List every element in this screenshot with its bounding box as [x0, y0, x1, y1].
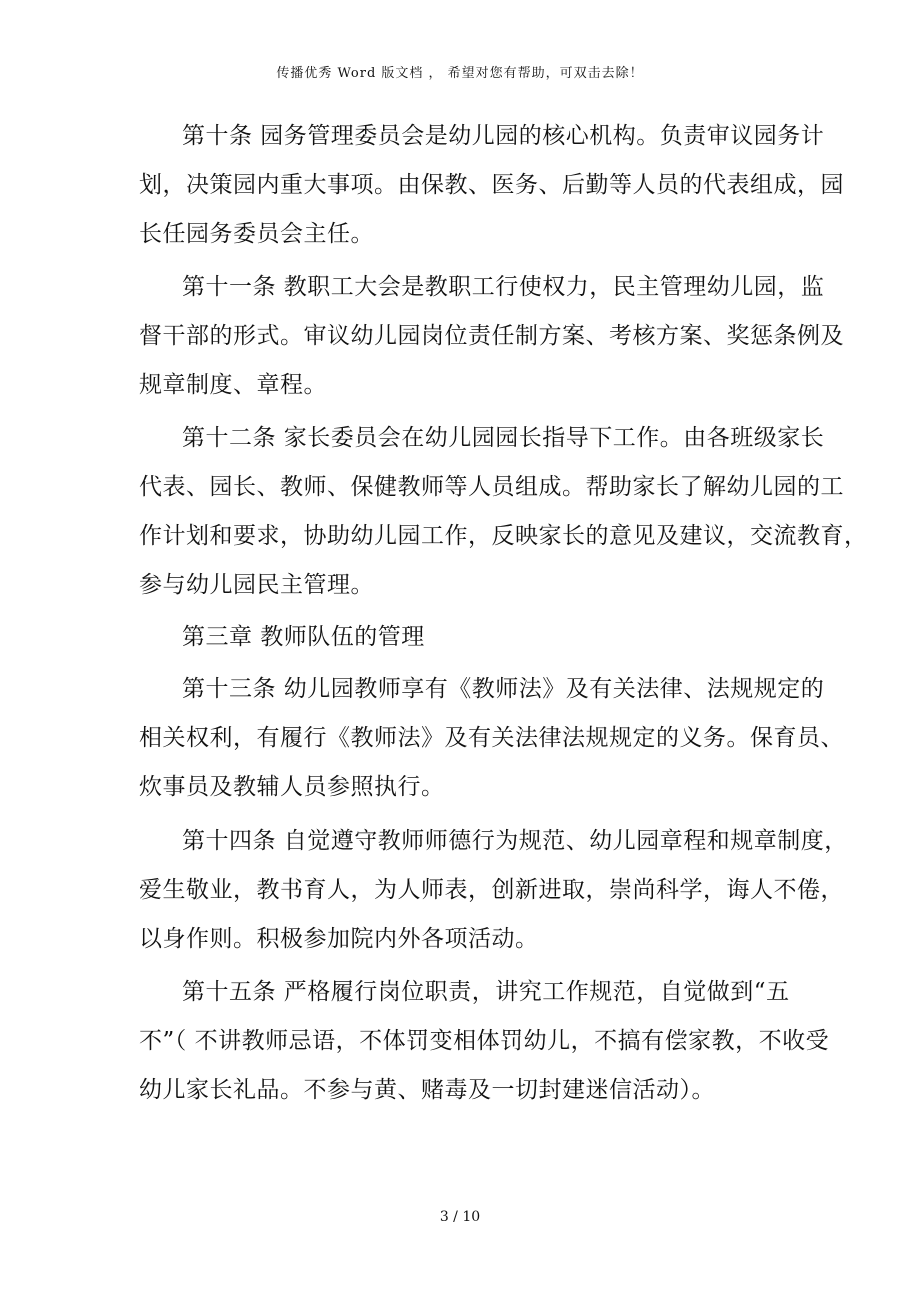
text-line: 第十条 园务管理委员会是幼儿园的核心机构。负责审议园务计	[182, 123, 825, 149]
text-line: 规章制度、章程。	[139, 372, 327, 398]
text-line: 督干部的形式。审议幼儿园岗位责任制方案、考核方案、奖惩条例及	[139, 323, 844, 349]
text-line: 第十二条 家长委员会在幼儿园园长指导下工作。由各班级家长	[182, 425, 825, 451]
text-line: 长任园务委员会主任。	[139, 221, 374, 247]
text-line: 以身作则。积极参加院内外各项活动。	[139, 926, 539, 952]
text-line: 不”（ 不讲教师忌语，不体罚变相体罚幼儿，不搞有偿家教，不收受	[139, 1028, 830, 1054]
text-line: 第十一条 教职工大会是教职工行使权力，民主管理幼儿园，监	[182, 274, 825, 300]
text-line: 第十三条 幼儿园教师享有《教师法》及有关法律、法规规定的	[182, 676, 825, 702]
text-line: 相关权利，有履行《教师法》及有关法律法规规定的义务。保育员、	[139, 725, 844, 751]
page-number: 3 / 10	[439, 1209, 481, 1225]
chapter-heading: 第三章 教师队伍的管理	[182, 624, 425, 650]
text-line: 爱生敬业，教书育人，为人师表，创新进取，崇尚科学，诲人不倦，	[139, 877, 844, 903]
text-line: 代表、园长、教师、保健教师等人员组成。帮助家长了解幼儿园的工	[139, 474, 844, 500]
text-line: 第十四条 自觉遵守教师师德行为规范、幼儿园章程和规章制度，	[182, 828, 848, 854]
text-line: 作计划和要求，协助幼儿园工作，反映家长的意见及建议，交流教育，	[139, 523, 868, 549]
text-line: 参与幼儿园民主管理。	[139, 572, 374, 598]
text-line: 幼儿家长礼品。不参与黄、赌毒及一切封建迷信活动）。	[139, 1077, 715, 1103]
text-line: 划，决策园内重大事项。由保教、医务、后勤等人员的代表组成，园	[139, 172, 844, 198]
document-header-note: 传播优秀 Word 版文档 ， 希望对您有帮助，可双击去除！	[276, 66, 644, 81]
text-line: 炊事员及教辅人员参照执行。	[139, 774, 445, 800]
text-line: 第十五条 严格履行岗位职责，讲究工作规范，自觉做到“五	[182, 979, 790, 1005]
